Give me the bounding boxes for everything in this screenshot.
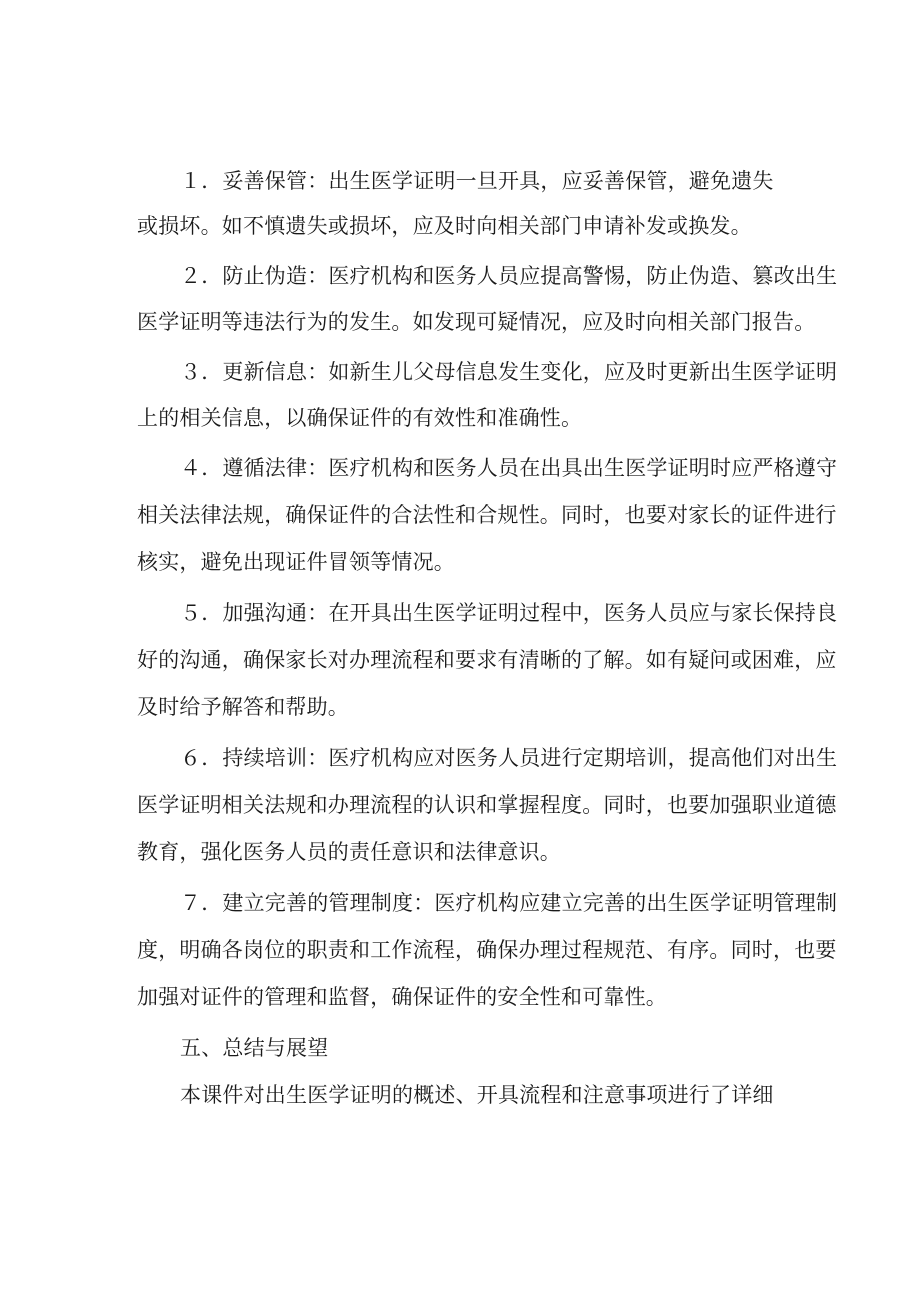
text-line: ７．建立完善的管理制度：医疗机构应建立完善的出生医学证明管理制 <box>180 891 838 915</box>
text-line: １．妥善保管：出生医学证明一旦开具，应妥善保管，避免遗失 <box>180 169 774 193</box>
text-line: 医学证明等违法行为的发生。如发现可疑情况，应及时向相关部门报告。 <box>137 310 816 334</box>
text-line: 好的沟通，确保家长对办理流程和要求有清晰的了解。如有疑问或困难，应 <box>137 648 837 672</box>
text-line: 医学证明相关法规和办理流程的认识和掌握程度。同时，也要加强职业道德 <box>137 793 837 817</box>
text-line: 核实，避免出现证件冒领等情况。 <box>137 550 455 574</box>
text-line: 本课件对出生医学证明的概述、开具流程和注意事项进行了详细 <box>180 1083 774 1107</box>
text-line: ６．持续培训：医疗机构应对医务人员进行定期培训，提高他们对出生 <box>180 746 838 770</box>
section-heading: 五、总结与展望 <box>180 1036 329 1060</box>
text-line: 加强对证件的管理和监督，确保证件的安全性和可靠性。 <box>137 985 667 1009</box>
text-line: 度，明确各岗位的职责和工作流程，确保办理过程规范、有序。同时，也要 <box>137 938 837 962</box>
text-line: ２．防止伪造：医疗机构和医务人员应提高警惕，防止伪造、篡改出生 <box>180 264 838 288</box>
text-line: ４．遵循法律：医疗机构和医务人员在出具出生医学证明时应严格遵守 <box>180 456 838 480</box>
text-line: 教育，强化医务人员的责任意识和法律意识。 <box>137 840 561 864</box>
text-line: 相关法律法规，确保证件的合法性和合规性。同时，也要对家长的证件进行 <box>137 503 837 527</box>
text-line: 上的相关信息，以确保证件的有效性和准确性。 <box>137 406 583 430</box>
text-line: 及时给予解答和帮助。 <box>137 695 349 719</box>
text-line: 或损坏。如不慎遗失或损坏，应及时向相关部门申请补发或换发。 <box>137 214 752 238</box>
text-line: ５．加强沟通：在开具出生医学证明过程中，医务人员应与家长保持良 <box>180 601 838 625</box>
text-line: ３．更新信息：如新生儿父母信息发生变化，应及时更新出生医学证明 <box>180 360 838 384</box>
